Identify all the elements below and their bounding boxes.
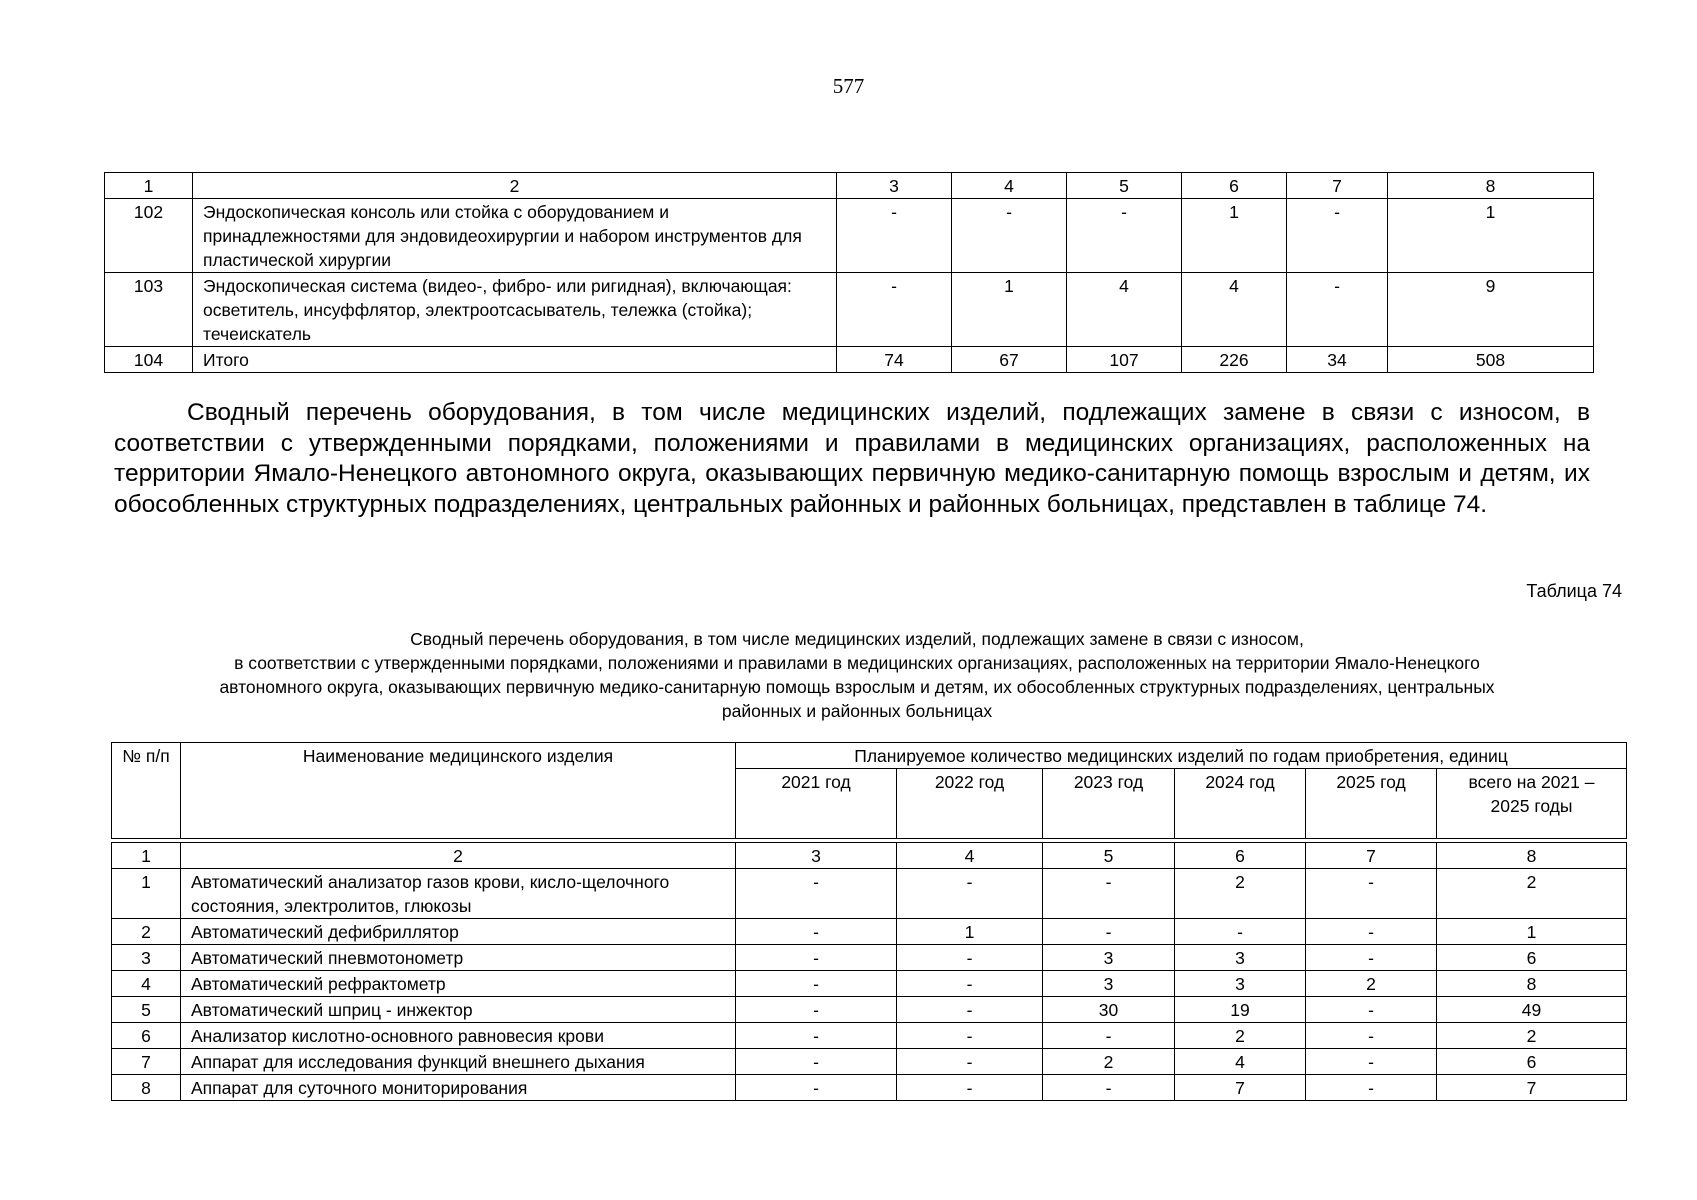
cell-value: 3	[1043, 971, 1175, 997]
cell-value: -	[897, 1023, 1043, 1049]
item-name: Анализатор кислотно-основного равновесия крови	[181, 1023, 736, 1049]
cell-value: 3	[1043, 945, 1175, 971]
cell-value: 508	[1388, 347, 1594, 373]
col-num: 4	[952, 173, 1067, 199]
cell-value: -	[897, 1049, 1043, 1075]
col-num: 2	[181, 843, 736, 869]
cell-value: -	[736, 1023, 897, 1049]
cell-value: 1	[952, 273, 1067, 347]
column-number-row	[105, 173, 1594, 199]
cell-value: -	[1287, 273, 1388, 347]
table-row	[112, 869, 1627, 919]
table-row	[105, 199, 1594, 273]
row-number: 104	[105, 347, 193, 373]
table-title-line: Сводный перечень оборудования, в том числе медицинских изделий, подлежащих замене в связи с износом,	[410, 629, 1304, 649]
item-name: Аппарат для исследования функций внешнего дыхания	[181, 1049, 736, 1075]
cell-value: -	[1306, 997, 1437, 1023]
cell-value: -	[1043, 919, 1175, 945]
col-num: 6	[1182, 173, 1287, 199]
cell-value: -	[1287, 199, 1388, 273]
cell-value: 6	[1437, 945, 1627, 971]
item-name: Аппарат для суточного мониторирования	[181, 1075, 736, 1101]
cell-value: -	[1175, 919, 1306, 945]
cell-value: -	[897, 1075, 1043, 1101]
cell-value: 2	[1437, 1023, 1627, 1049]
table-row	[112, 1049, 1627, 1075]
cell-value: 2	[1175, 1023, 1306, 1049]
item-name: Автоматический анализатор газов крови, кисло-щелочного состояния, электролитов, глюкозы	[181, 869, 736, 919]
col-num: 6	[1175, 843, 1306, 869]
cell-value: -	[1306, 919, 1437, 945]
cell-value: 34	[1287, 347, 1388, 373]
cell-value: -	[1306, 945, 1437, 971]
item-name: Автоматический рефрактометр	[181, 971, 736, 997]
item-name: Автоматический дефибриллятор	[181, 919, 736, 945]
row-number: 5	[112, 997, 181, 1023]
cell-value: -	[1043, 1023, 1175, 1049]
cell-value: -	[1067, 199, 1182, 273]
cell-value: 8	[1437, 971, 1627, 997]
col-num: 5	[1043, 843, 1175, 869]
cell-value: 7	[1437, 1075, 1627, 1101]
table-row	[105, 273, 1594, 347]
row-number: 3	[112, 945, 181, 971]
item-name: Эндоскопическая консоль или стойка с оборудованием и принадлежностями для эндовидеохирургии и набором инструментов для пластической хирургии	[193, 199, 837, 273]
cell-value: -	[897, 997, 1043, 1023]
table-label: Таблица 74	[1526, 581, 1622, 601]
cell-value: -	[736, 971, 897, 997]
equipment-table	[111, 742, 1627, 1101]
cell-value: -	[897, 971, 1043, 997]
item-name: Автоматический шприц - инжектор	[181, 997, 736, 1023]
cell-value: 7	[1175, 1075, 1306, 1101]
cell-value: 226	[1182, 347, 1287, 373]
cell-value: 30	[1043, 997, 1175, 1023]
header-year: 2022 год	[897, 769, 1043, 839]
row-number: 1	[112, 869, 181, 919]
cell-value: 1	[897, 919, 1043, 945]
cell-value: -	[1306, 869, 1437, 919]
row-number: 102	[105, 199, 193, 273]
cell-value: -	[837, 273, 952, 347]
cell-value: 4	[1067, 273, 1182, 347]
cell-value: 1	[1437, 919, 1627, 945]
summary-paragraph: Сводный перечень оборудования, в том числе медицинских изделий, подлежащих замене в связи с износом, в соответствии с утвержденными порядками, положениями и правилами в медицинских организациях, расположенных на территории Ямало-Ненецкого автономного округа, оказывающих первичную медико-санитарную помощь взрослым и детям, их обособленных структурных подразделениях, центральных районных и районных больницах, представлен в таблице 74.	[114, 399, 1590, 518]
cell-value: 19	[1175, 997, 1306, 1023]
cell-value: 74	[837, 347, 952, 373]
col-num: 8	[1437, 843, 1627, 869]
cell-value: 2	[1437, 869, 1627, 919]
cell-value: 3	[1175, 945, 1306, 971]
continued-table	[104, 172, 1594, 373]
cell-value: 6	[1437, 1049, 1627, 1075]
col-num: 1	[112, 843, 181, 869]
cell-value: -	[736, 919, 897, 945]
col-num: 3	[837, 173, 952, 199]
cell-value: 2	[1175, 869, 1306, 919]
cell-value: -	[1306, 1049, 1437, 1075]
row-number: 7	[112, 1049, 181, 1075]
table-title	[112, 627, 1602, 723]
col-num: 7	[1287, 173, 1388, 199]
cell-value: 4	[1175, 1049, 1306, 1075]
cell-value: 4	[1182, 273, 1287, 347]
header-name: Наименование медицинского изделия	[181, 743, 736, 839]
header-year: 2021 год	[736, 769, 897, 839]
header-year: 2023 год	[1043, 769, 1175, 839]
table-row	[112, 945, 1627, 971]
col-num: 1	[105, 173, 193, 199]
cell-value: 3	[1175, 971, 1306, 997]
row-number: 6	[112, 1023, 181, 1049]
cell-value: -	[837, 199, 952, 273]
cell-value: 1	[1182, 199, 1287, 273]
cell-value: -	[736, 1075, 897, 1101]
item-name: Автоматический пневмотонометр	[181, 945, 736, 971]
item-name: Итого	[193, 347, 837, 373]
table-title-line: в соответствии с утвержденными порядками, положениями и правилами в медицинских организациях, расположенных на территории Ямало-Ненецкого	[234, 653, 1480, 673]
cell-value: 9	[1388, 273, 1594, 347]
table-title-line: автономного округа, оказывающих первичную медико-санитарную помощь взрослым и детям, их обособленных структурных подразделениях, центральных	[219, 677, 1495, 697]
col-num: 4	[897, 843, 1043, 869]
row-number: 103	[105, 273, 193, 347]
row-number: 4	[112, 971, 181, 997]
col-num: 7	[1306, 843, 1437, 869]
header-total: всего на 2021 – 2025 годы	[1437, 769, 1627, 839]
cell-value: -	[897, 869, 1043, 919]
cell-value: -	[736, 1049, 897, 1075]
cell-value: 2	[1306, 971, 1437, 997]
cell-value: 49	[1437, 997, 1627, 1023]
cell-value: -	[1043, 869, 1175, 919]
row-number: 8	[112, 1075, 181, 1101]
table-title-line: районных и районных больницах	[721, 701, 993, 721]
row-number: 2	[112, 919, 181, 945]
cell-value: -	[736, 869, 897, 919]
column-number-row	[112, 843, 1627, 869]
cell-value: 107	[1067, 347, 1182, 373]
cell-value: -	[1043, 1075, 1175, 1101]
table-row	[112, 919, 1627, 945]
cell-value: 67	[952, 347, 1067, 373]
table-row	[112, 1075, 1627, 1101]
col-num: 5	[1067, 173, 1182, 199]
cell-value: -	[952, 199, 1067, 273]
total-row	[105, 347, 1594, 373]
cell-value: -	[736, 997, 897, 1023]
page-number: 577	[832, 74, 865, 98]
cell-value: -	[897, 945, 1043, 971]
col-num: 3	[736, 843, 897, 869]
cell-value: 1	[1388, 199, 1594, 273]
cell-value: -	[1306, 1075, 1437, 1101]
header-year: 2025 год	[1306, 769, 1437, 839]
cell-value: 2	[1043, 1049, 1175, 1075]
col-num: 8	[1388, 173, 1594, 199]
cell-value: -	[736, 945, 897, 971]
table-row	[112, 1023, 1627, 1049]
col-num: 2	[193, 173, 837, 199]
table-row	[112, 997, 1627, 1023]
header-year: 2024 год	[1175, 769, 1306, 839]
header-num: № п/п	[112, 743, 181, 839]
cell-value: -	[1306, 1023, 1437, 1049]
item-name: Эндоскопическая система (видео-, фибро- или ригидная), включающая: осветитель, инсуффлятор, электроотсасыватель, тележка (стойка); течеискатель	[193, 273, 837, 347]
header-row	[112, 743, 1627, 769]
header-group: Планируемое количество медицинских изделий по годам приобретения, единиц	[736, 743, 1627, 769]
table-row	[112, 971, 1627, 997]
